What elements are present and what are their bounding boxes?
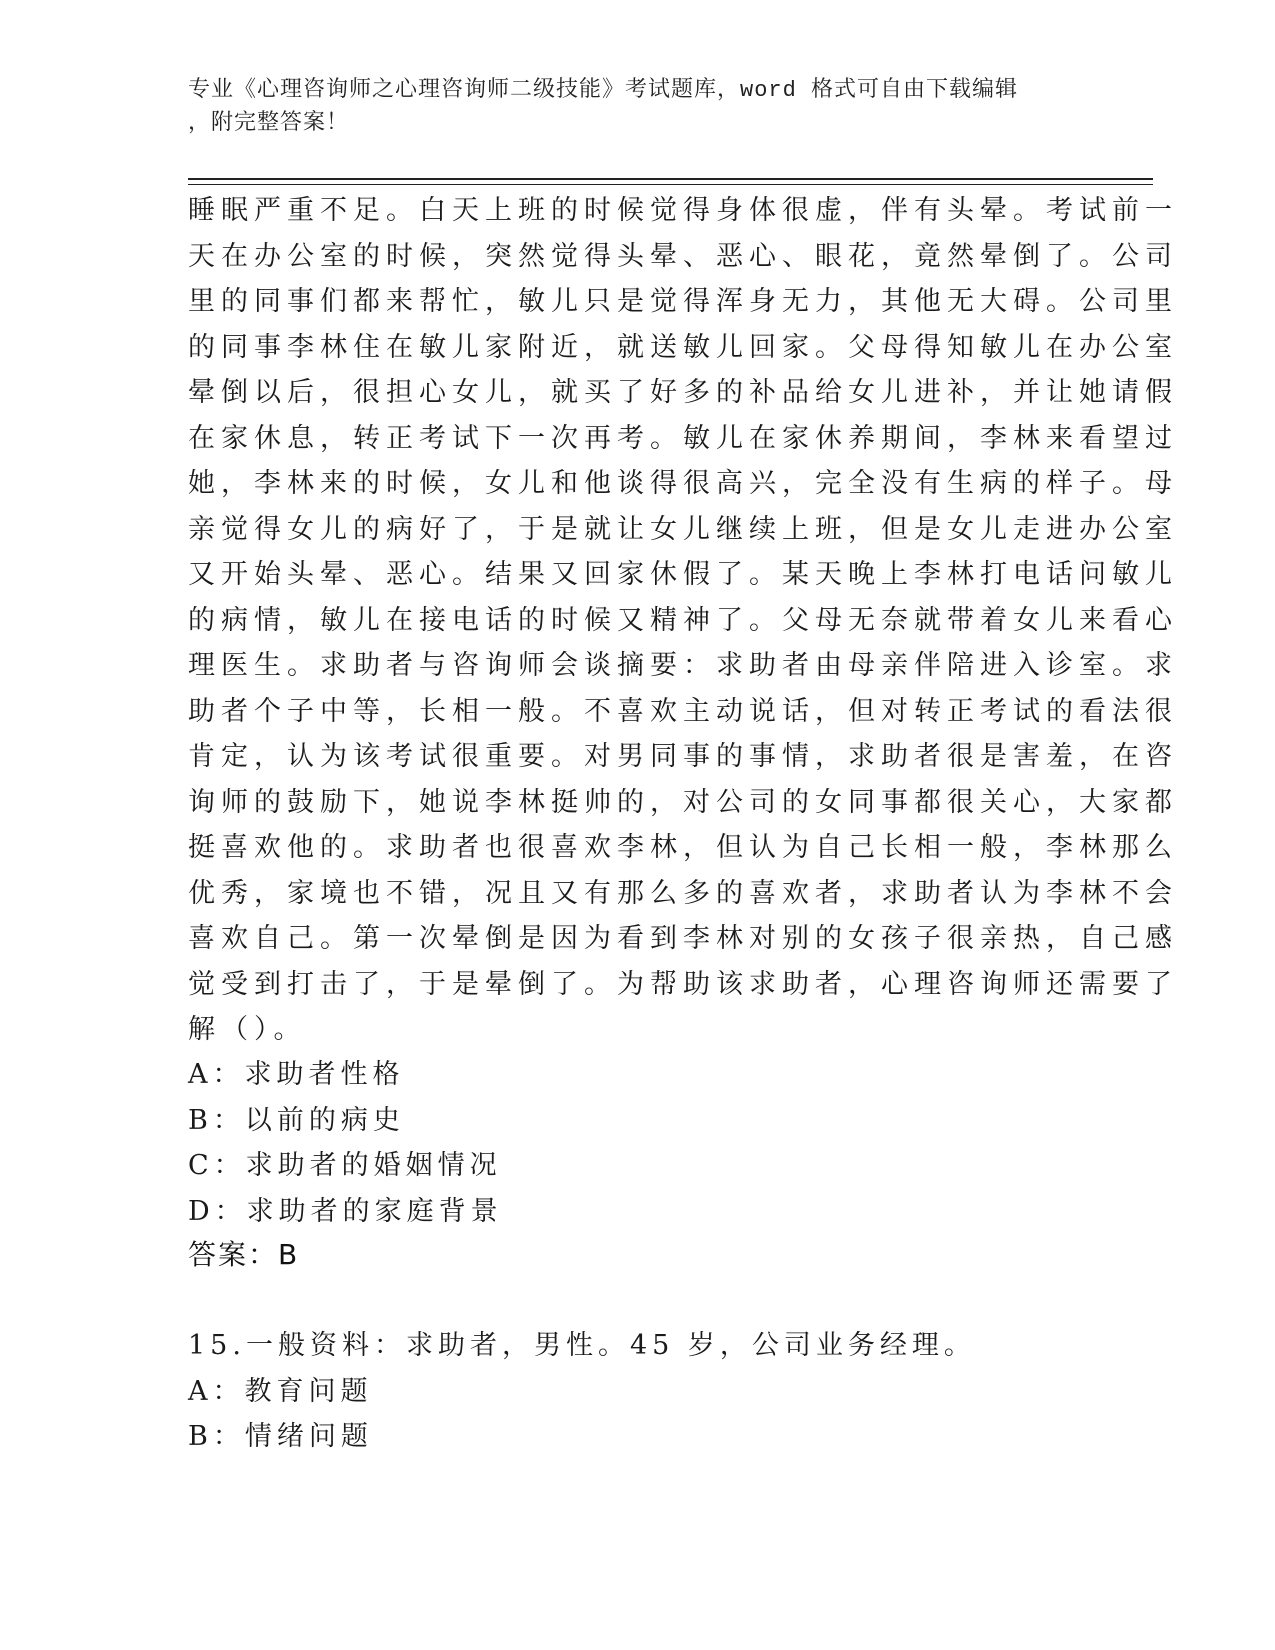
stem-line: 的同事李林住在敏儿家附近，就送敏儿回家。父母得知敏儿在办公室: [188, 331, 1178, 363]
question-15: [188, 1323, 1068, 1460]
option-c: C：求助者的婚姻情况: [188, 1150, 502, 1181]
header-divider-thick: [188, 178, 1153, 180]
stem-line: 挺喜欢他的。求助者也很喜欢李林，但认为自己长相一般，李林那么: [188, 832, 1178, 863]
stem-line: 天在办公室的时候，突然觉得头晕、恶心、眼花，竟然晕倒了。公司: [188, 240, 1178, 272]
stem-line: 觉受到打击了，于是晕倒了。为帮助该求助者，心理咨询师还需要了: [188, 968, 1178, 1000]
stem-line: 喜欢自己。第一次晕倒是因为看到李林对别的女孩子很亲热，自己感: [188, 923, 1178, 954]
header-line-2: ，附完整答案！: [188, 111, 350, 136]
question-14-answer: 答案：B: [188, 1238, 300, 1271]
stem-line: 的病情，敏儿在接电话的时候又精神了。父母无奈就带着女儿来看心: [188, 604, 1178, 636]
option-a: A：教育问题: [188, 1375, 373, 1407]
option-d: D：求助者的家庭背景: [188, 1195, 503, 1227]
stem-line: 优秀，家境也不错，况且又有那么多的喜欢者，求助者认为李林不会: [188, 877, 1178, 909]
header-line-1: 专业《心理咨询师之心理咨询师二级技能》考试题库，word 格式可自由下载编辑: [188, 78, 1019, 103]
option-a: A：求助者性格: [188, 1059, 405, 1090]
stem-line: 又开始头晕、恶心。结果又回家休假了。某天晚上李林打电话问敏儿: [188, 559, 1178, 590]
stem-line: 询师的鼓励下，她说李林挺帅的，对公司的女同事都很关心，大家都: [188, 786, 1178, 818]
stem-line: 在家休息，转正考试下一次再考。敏儿在家休养期间，李林来看望过: [188, 422, 1178, 454]
question-14-options: [188, 1052, 1068, 1234]
header-divider-thin: [188, 184, 1153, 185]
stem-line: 助者个子中等，长相一般。不喜欢主动说话，但对转正考试的看法很: [188, 695, 1178, 727]
option-b: B：情绪问题: [188, 1421, 373, 1452]
stem-line: 里的同事们都来帮忙，敏儿只是觉得浑身无力，其他无大碍。公司里: [188, 286, 1178, 317]
stem-line: 理医生。求助者与咨询师会谈摘要：求助者由母亲伴陪进入诊室。求: [188, 650, 1178, 681]
stem-line: 晕倒以后，很担心女儿，就买了好多的补品给女儿进补，并让她请假: [188, 377, 1178, 408]
option-b: B：以前的病史: [188, 1104, 405, 1136]
stem-line: 肯定，认为该考试很重要。对男同事的事情，求助者很是害羞，在咨: [188, 741, 1178, 772]
stem-line: 解（）。: [188, 1014, 307, 1045]
document-header: [188, 74, 1068, 140]
stem-line: 睡眠严重不足。白天上班的时候觉得身体很虚，伴有头晕。考试前一: [188, 195, 1178, 226]
stem-line: 亲觉得女儿的病好了，于是就让女儿继续上班，但是女儿走进办公室: [188, 513, 1178, 545]
stem-line: 她，李林来的时候，女儿和他谈得很高兴，完全没有生病的样子。母: [188, 468, 1178, 499]
question-14-stem: [188, 188, 1178, 1053]
question-15-stem: 15.一般资料：求助者，男性。45 岁，公司业务经理。: [188, 1330, 976, 1361]
